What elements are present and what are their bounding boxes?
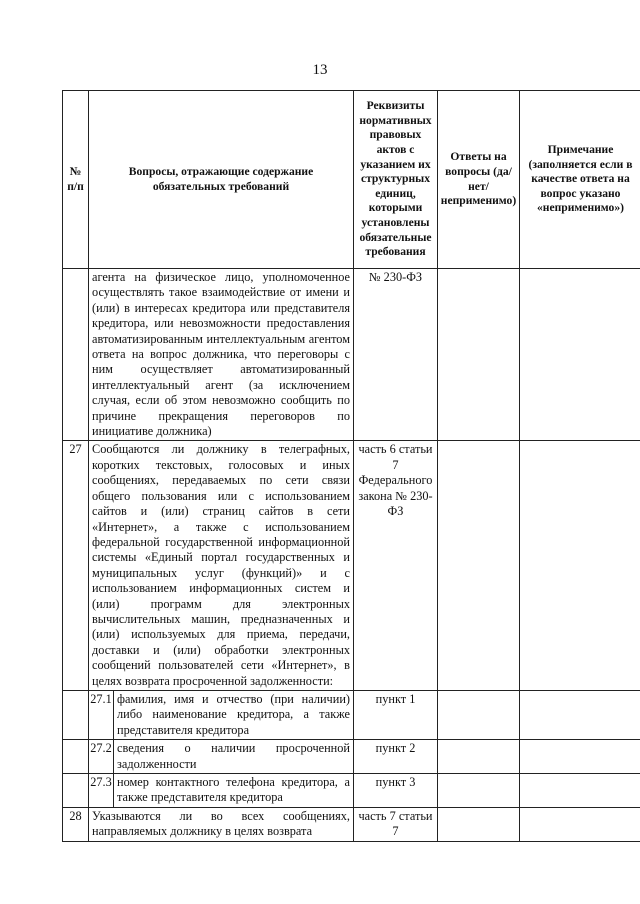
row-question: Указываются ли во всех сообщениях, направляемых должнику в целях возврата (89, 807, 354, 841)
header-num: № п/п (63, 91, 89, 269)
subrow-text: фамилия, имя и отчество (при наличии) либо наименование кредитора, а также представителя кредитора (117, 691, 350, 737)
subrow-text: сведения о наличии просроченной задолженности (117, 741, 350, 771)
subrow-cell (89, 740, 354, 774)
subrow-num: 27.3 (89, 774, 114, 807)
row-question: агента на физическое лицо, уполномоченное осуществлять такое взаимодействие от имени и (или) в интересах кредитора или представителя кредитора, или невозможности предоставления автоматизированным интеллектуальным агентом ответа на вопрос должника, что переговоры с ним осуществляет автоматизированный интеллектуальный агент (за исключением случая, если об этом невозможно сообщить по причине прекращения переговоров по инициативе должника) (89, 269, 354, 441)
row-num: 27 (63, 441, 89, 691)
subrow-requisite: пункт 1 (354, 690, 438, 739)
row-requisite: № 230-ФЗ (354, 269, 438, 441)
note-cell (520, 441, 640, 691)
answer-cell (438, 774, 520, 808)
row-num (63, 269, 89, 441)
answer-cell (438, 690, 520, 739)
answer-cell (438, 807, 520, 841)
table-row (63, 441, 640, 691)
table-row (63, 269, 640, 441)
subrow-num: 27.2 (89, 740, 114, 773)
row-num (63, 690, 89, 739)
note-cell (520, 269, 640, 441)
header-questions: Вопросы, отражающие содержание обязательных требований (89, 91, 354, 269)
note-cell (520, 807, 640, 841)
subrow-cell (89, 690, 354, 739)
table-header-row (63, 91, 640, 269)
page-number: 13 (312, 62, 328, 78)
answer-cell (438, 441, 520, 691)
answer-cell (438, 740, 520, 774)
row-requisite: часть 6 статьи 7 Федерального закона № 230-ФЗ (354, 441, 438, 691)
answer-cell (438, 269, 520, 441)
subrow-num: 27.1 (89, 691, 114, 739)
row-num (63, 774, 89, 808)
subrow-text: номер контактного телефона кредитора, а также представителя кредитора (117, 775, 350, 805)
table-subrow (63, 690, 640, 739)
header-note: Примечание (заполняется если в качестве ответа на вопрос указано «неприменимо») (520, 91, 640, 269)
table-row (63, 807, 640, 841)
header-requisites: Реквизиты нормативных правовых актов с указанием их структурных единиц, которыми установлены обязательные требования (354, 91, 438, 269)
subrow-cell (89, 774, 354, 808)
note-cell (520, 690, 640, 739)
subrow-requisite: пункт 2 (354, 740, 438, 774)
note-cell (520, 774, 640, 808)
header-answers: Ответы на вопросы (да/нет/ неприменимо) (438, 91, 520, 269)
row-num: 28 (63, 807, 89, 841)
row-num (63, 740, 89, 774)
table-subrow (63, 740, 640, 774)
row-question: Сообщаются ли должнику в телеграфных, коротких текстовых, голосовых и иных сообщениях, передаваемых по сети связи общего пользования или с использованием сайтов и (или) страниц сайтов в сети «Интернет», а также с использованием федеральной государственной информационной системы «Единый портал государственных и муниципальных услуг (функций)» и с использованием информационных систем и (или) программ для электронных вычислительных машин, предназначенных и (или) используемых для приема, передачи, доставки и (или) обработки электронных сообщений пользователей сети «Интернет», в целях возврата просроченной задолженности: (89, 441, 354, 691)
note-cell (520, 740, 640, 774)
table-subrow (63, 774, 640, 808)
subrow-requisite: пункт 3 (354, 774, 438, 808)
requirements-table (62, 90, 640, 842)
row-requisite: часть 7 статьи 7 (354, 807, 438, 841)
